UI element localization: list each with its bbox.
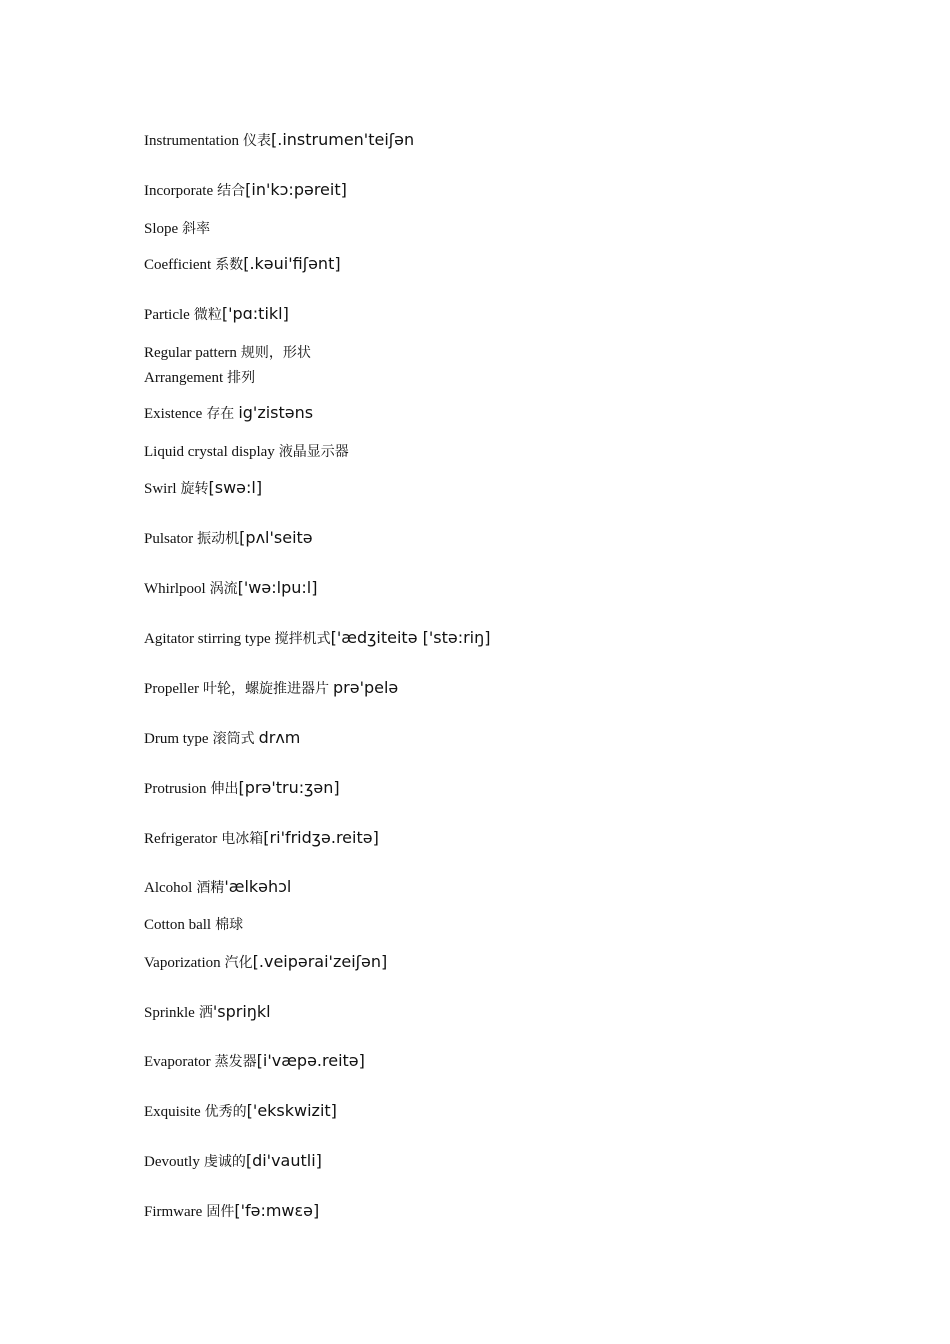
english-term: Protrusion [144, 781, 207, 797]
phonetic: [di'vautli] [245, 1151, 322, 1170]
phonetic: drʌm [258, 728, 301, 747]
chinese-term: 棉球 [215, 917, 244, 933]
english-term: Exquisite [144, 1104, 201, 1120]
english-term: Refrigerator [144, 831, 218, 847]
chinese-term: 存在 [206, 406, 235, 422]
english-term: Arrangement [144, 370, 224, 386]
english-term: Regular pattern [144, 345, 237, 361]
vocab-entry [144, 1002, 271, 1023]
vocab-entry [144, 304, 289, 325]
phonetic: [pʌl'seitə [239, 528, 313, 547]
vocab-entry [144, 914, 243, 935]
chinese-term: 仪表 [242, 133, 271, 149]
phonetic: 'spriŋkl [212, 1002, 271, 1021]
chinese-term: 蒸发器 [214, 1054, 257, 1070]
phonetic: prə'pelə [332, 678, 399, 697]
vocab-entry [144, 342, 311, 363]
chinese-term: 滚筒式 [212, 731, 255, 747]
english-term: Coefficient [144, 257, 212, 273]
vocab-entry [144, 1101, 337, 1122]
vocab-entry [144, 1201, 319, 1222]
vocab-entry [144, 778, 340, 799]
english-term: Sprinkle [144, 1005, 195, 1021]
vocab-entry [144, 180, 347, 201]
phonetic: [ri'fridʒə.reitə] [263, 828, 379, 847]
english-term: Instrumentation [144, 133, 239, 149]
phonetic: [.veipərai'zeiʃən] [252, 952, 388, 971]
phonetic: 'ælkəhɔl [224, 877, 292, 896]
english-term: Firmware [144, 1204, 203, 1220]
english-term: Slope [144, 221, 179, 237]
chinese-term: 旋转 [180, 481, 209, 497]
phonetic: ['ekskwizit] [246, 1101, 337, 1120]
english-term: Swirl [144, 481, 177, 497]
chinese-term: 叶轮，螺旋推进器片 [202, 681, 329, 697]
vocab-entry [144, 628, 491, 649]
phonetic: [in'kɔ:pəreit] [245, 180, 347, 199]
chinese-term: 优秀的 [204, 1104, 247, 1120]
vocab-entry [144, 441, 349, 462]
vocab-entry [144, 403, 313, 424]
english-term: Liquid crystal display [144, 444, 275, 460]
english-term: Evaporator [144, 1054, 211, 1070]
vocab-entry [144, 367, 255, 388]
chinese-term: 固件 [206, 1204, 235, 1220]
vocab-entry [144, 254, 341, 275]
vocab-entry [144, 877, 291, 898]
english-term: Devoutly [144, 1154, 200, 1170]
phonetic: ['fə:mwɛə] [234, 1201, 320, 1220]
chinese-term: 伸出 [210, 781, 239, 797]
chinese-term: 系数 [215, 257, 244, 273]
phonetic: ['pɑ:tikl] [221, 304, 289, 323]
chinese-term: 酒精 [196, 880, 225, 896]
english-term: Drum type [144, 731, 209, 747]
chinese-term: 虔诚的 [203, 1154, 246, 1170]
english-term: Pulsator [144, 531, 194, 547]
vocab-entry [144, 1051, 365, 1072]
phonetic: ig'zistəns [238, 403, 314, 422]
english-term: Particle [144, 307, 190, 323]
chinese-term: 搅拌机式 [274, 631, 331, 647]
phonetic: ['ædʒiteitə ['stə:riŋ] [330, 628, 491, 647]
vocab-entry [144, 528, 313, 549]
phonetic: ['wə:lpu:l] [237, 578, 318, 597]
chinese-term: 洒 [198, 1005, 213, 1021]
english-term: Cotton ball [144, 917, 212, 933]
chinese-term: 结合 [217, 183, 246, 199]
phonetic: [.instrumen'teiʃən [270, 130, 415, 149]
chinese-term: 斜率 [182, 221, 211, 237]
vocab-entry [144, 728, 300, 749]
vocab-entry [144, 952, 387, 973]
chinese-term: 规则，形状 [240, 345, 311, 361]
phonetic: [swə:l] [208, 478, 263, 497]
vocab-entry [144, 130, 414, 151]
phonetic: [i'væpə.reitə] [256, 1051, 365, 1070]
chinese-term: 涡流 [209, 581, 238, 597]
vocab-entry [144, 828, 379, 849]
chinese-term: 振动机 [197, 531, 240, 547]
vocab-entry [144, 478, 262, 499]
chinese-term: 汽化 [224, 955, 253, 971]
english-term: Alcohol [144, 880, 193, 896]
english-term: Whirlpool [144, 581, 206, 597]
english-term: Agitator stirring type [144, 631, 271, 647]
chinese-term: 液晶显示器 [278, 444, 349, 460]
chinese-term: 电冰箱 [221, 831, 264, 847]
phonetic: [prə'tru:ʒən] [238, 778, 340, 797]
english-term: Propeller [144, 681, 199, 697]
phonetic: [.kəui'fiʃənt] [243, 254, 341, 273]
english-term: Incorporate [144, 183, 214, 199]
chinese-term: 微粒 [193, 307, 222, 323]
chinese-term: 排列 [227, 370, 256, 386]
english-term: Vaporization [144, 955, 221, 971]
vocab-entry [144, 1151, 322, 1172]
english-term: Existence [144, 406, 203, 422]
vocab-entry [144, 218, 210, 239]
vocab-entry [144, 678, 398, 699]
vocab-entry [144, 578, 317, 599]
